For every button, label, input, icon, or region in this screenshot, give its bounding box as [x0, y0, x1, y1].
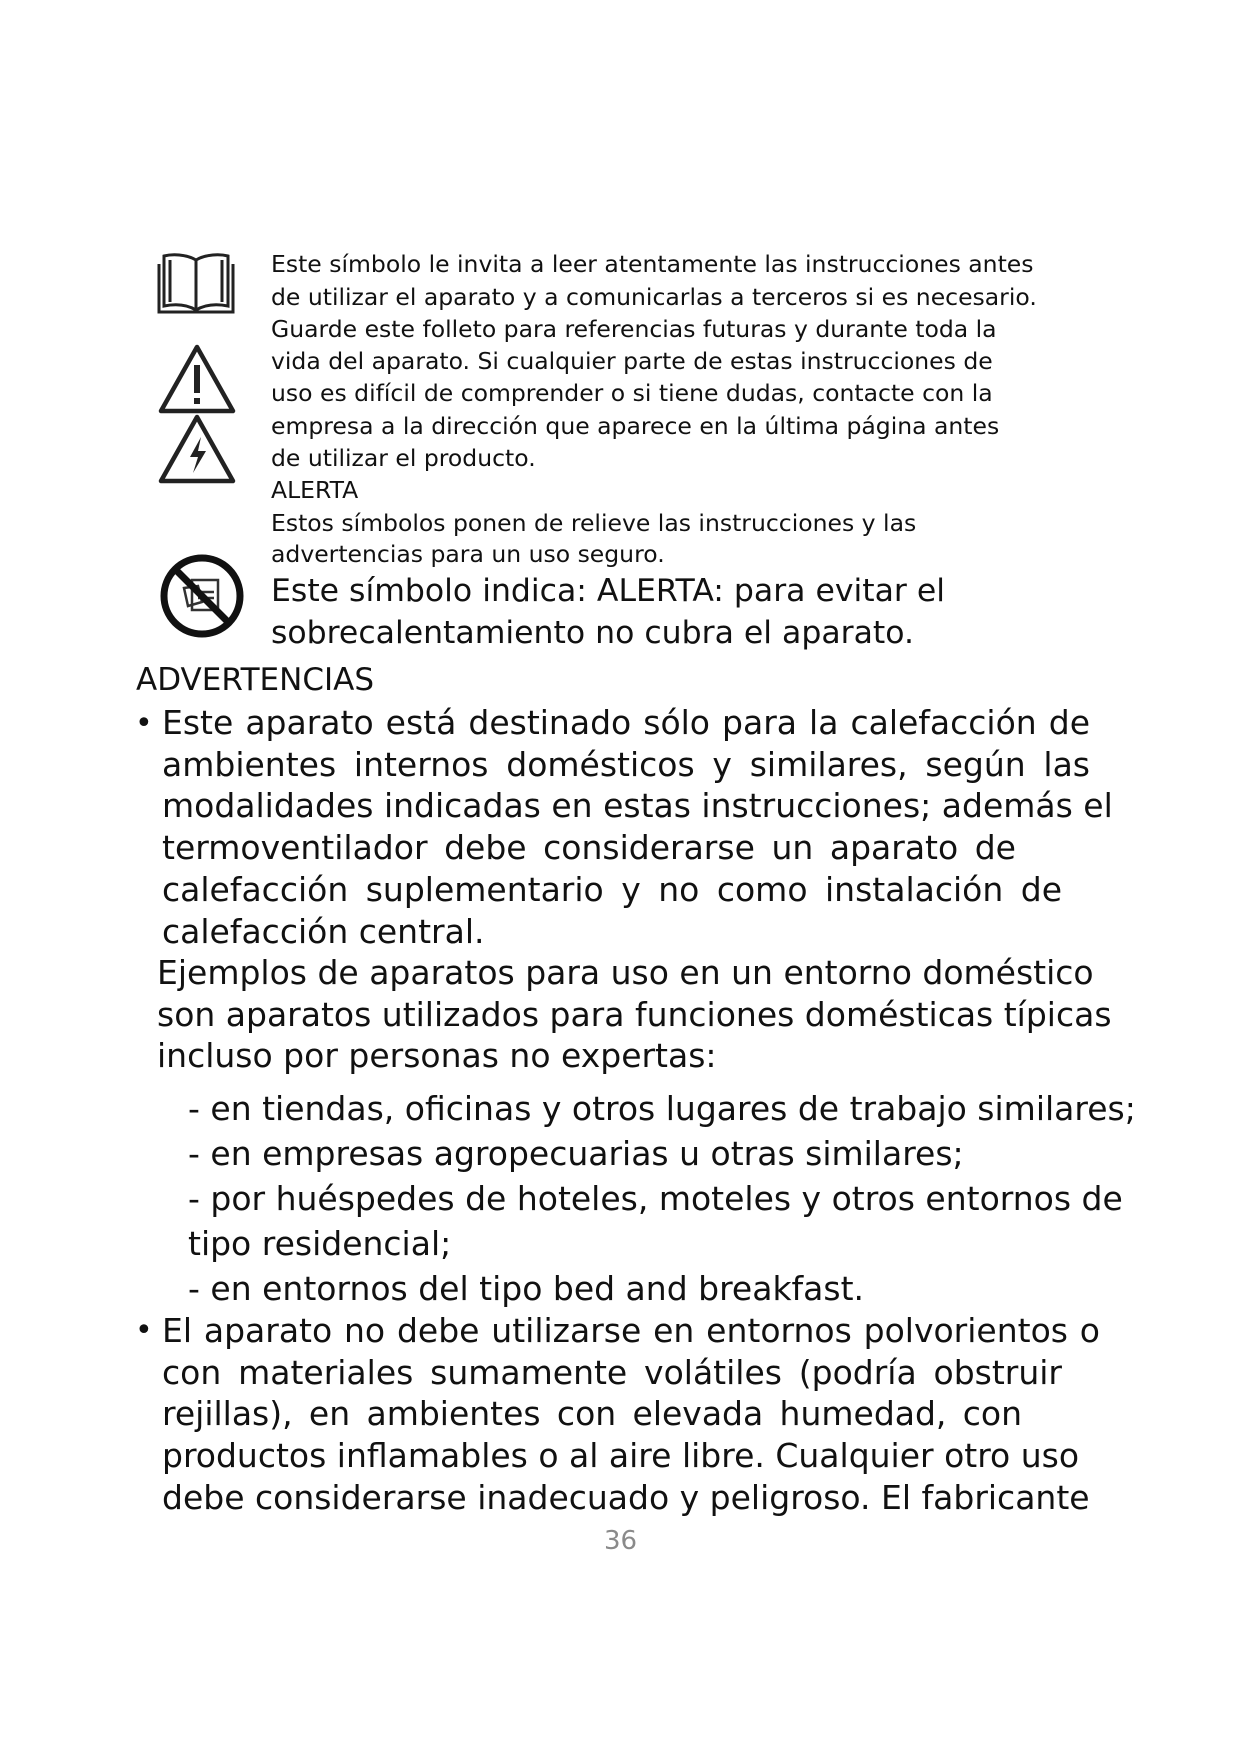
- bullet-line: debe considerarse inadecuado y peligroso. El fabricante: [162, 1477, 1090, 1517]
- dash-item: - en empresas agropecuarias u otras similares;: [188, 1134, 964, 1173]
- electric-hazard-icon: [157, 413, 237, 485]
- bullet-line: con materiales sumamente volátiles (podría obstruir: [162, 1352, 1062, 1392]
- examples-line: son aparatos utilizados para funciones domésticas típicas: [157, 994, 1112, 1034]
- symbol-text-line: Guarde este folleto para referencias futuras y durante toda la: [271, 315, 997, 343]
- bullet-line: rejillas), en ambientes con elevada humedad, con: [162, 1394, 1022, 1434]
- symbol-text-line: empresa a la dirección que aparece en la última página antes: [271, 412, 1000, 440]
- page-number: 36: [603, 1526, 638, 1556]
- symbol-text-line: uso es difícil de comprender o si tiene dudas, contacte con la: [271, 379, 993, 407]
- symbol-text-line: vida del aparato. Si cualquier parte de estas instrucciones de: [271, 347, 993, 375]
- bullet-line: calefacción suplementario y no como instalación de: [162, 869, 1062, 909]
- cover-warning-line: sobrecalentamiento no cubra el aparato.: [271, 615, 914, 651]
- dash-list: [188, 1086, 1136, 1311]
- bullet-line: productos inflamables o al aire libre. Cualquier otro uso: [162, 1436, 1080, 1476]
- do-not-cover-icon: [158, 552, 246, 640]
- examples-line: Ejemplos de aparatos para uso en un entorno doméstico: [157, 953, 1094, 992]
- dash-item: - por huéspedes de hoteles, moteles y otros entornos de: [188, 1179, 1123, 1218]
- alert-label: ALERTA: [271, 476, 359, 504]
- symbol-text-line: de utilizar el producto.: [271, 444, 536, 472]
- bullet-line: termoventilador debe considerarse un aparato de: [162, 828, 1016, 868]
- bullet-marker: •: [135, 1313, 153, 1348]
- examples-paragraph: [157, 952, 1112, 1077]
- bullet-line: Este aparato está destinado sólo para la calefacción de: [162, 703, 1090, 742]
- dash-item: - en entornos del tipo bed and breakfast.: [188, 1269, 865, 1308]
- cover-warning-line: Este símbolo indica: ALERTA: para evitar el: [271, 573, 946, 609]
- symbol-text-line: Este símbolo le invita a leer atentamente las instrucciones antes: [271, 250, 1034, 278]
- bullet-paragraph: [162, 1310, 1100, 1519]
- book-icon: [156, 250, 236, 314]
- bullet-paragraph: [162, 702, 1113, 952]
- dash-item: tipo residencial;: [188, 1224, 452, 1263]
- bullet-line: calefacción central.: [162, 911, 485, 951]
- symbol-text-line: advertencias para un uso seguro.: [271, 540, 665, 568]
- section-heading: ADVERTENCIAS: [136, 662, 374, 698]
- bullet-line: ambientes internos domésticos y similares, según las: [162, 744, 1090, 784]
- symbol-text-line: de utilizar el aparato y a comunicarlas a terceros si es necesario.: [271, 283, 1037, 311]
- symbol-text-line: Estos símbolos ponen de relieve las instrucciones y las: [271, 509, 917, 537]
- examples-line: incluso por personas no expertas:: [157, 1036, 717, 1076]
- dash-item: - en tiendas, oficinas y otros lugares de trabajo similares;: [188, 1089, 1136, 1128]
- bullet-line: El aparato no debe utilizarse en entornos polvorientos o: [162, 1311, 1100, 1350]
- bullet-marker: •: [135, 706, 153, 741]
- bullet-line: modalidades indicadas en estas instrucciones; además el: [162, 786, 1113, 826]
- warning-exclamation-icon: [157, 343, 237, 415]
